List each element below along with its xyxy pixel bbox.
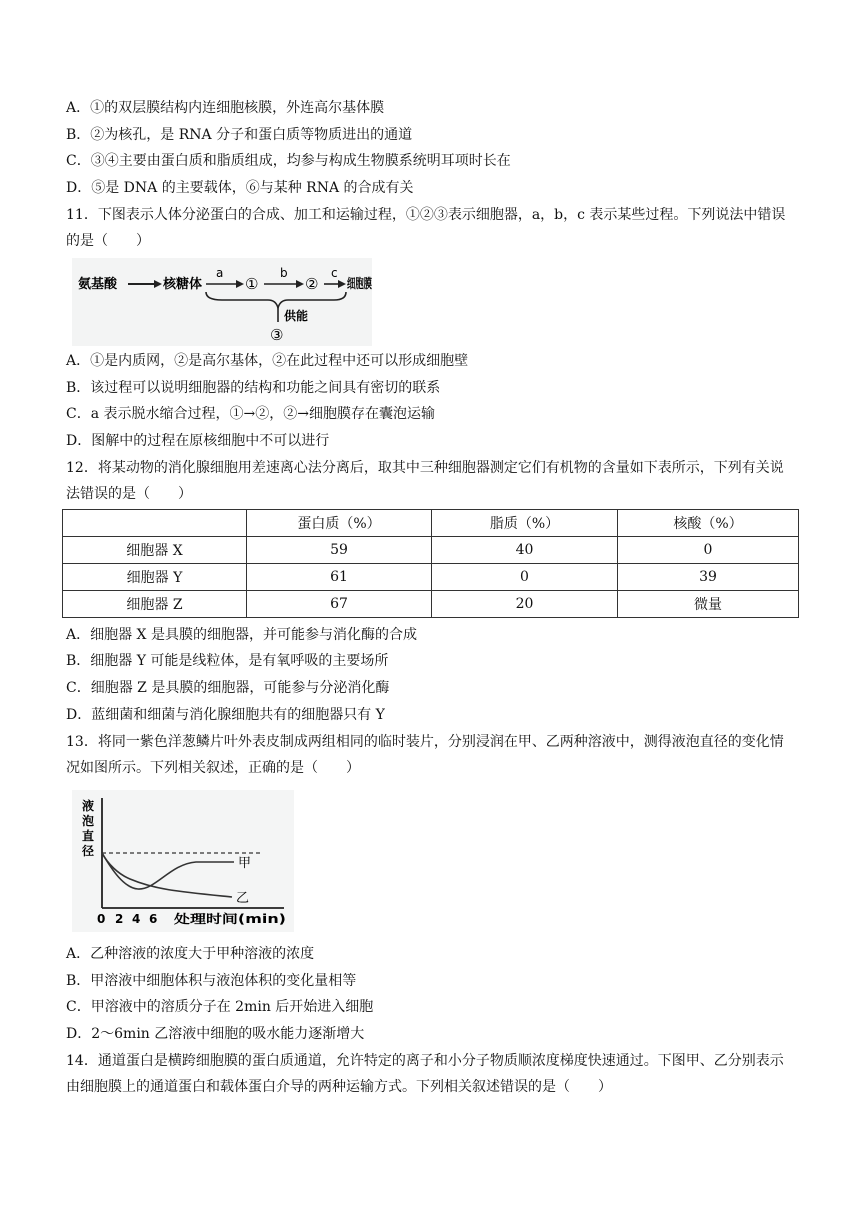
table-cell: 细胞器 X [63, 537, 247, 564]
table-cell: 59 [247, 537, 432, 564]
table-cell: 0 [618, 537, 799, 564]
table-row [63, 537, 799, 564]
q13-option-a: A．乙种溶液的浓度大于甲种溶液的浓度 [66, 946, 315, 962]
series-jia-label: 甲 [238, 856, 252, 871]
q12-option-d: D．蓝细菌和细菌与消化腺细胞共有的细胞器只有 Y [66, 707, 385, 723]
table-row [63, 564, 799, 591]
q12-option-c: C．细胞器 Z 是具膜的细胞器，可能参与分泌消化酶 [66, 680, 390, 696]
q11-option-b: B．该过程可以说明细胞器的结构和功能之间具有密切的联系 [66, 380, 441, 396]
y-axis-label-char: 直 [82, 829, 95, 843]
y-axis-label-char: 径 [82, 844, 95, 858]
q11-label-a: a [216, 266, 224, 280]
q10-option-b: B．②为核孔，是 RNA 分子和蛋白质等物质进出的通道 [66, 127, 413, 143]
table-cell: 微量 [618, 591, 799, 618]
q11-label-supply: 供能 [284, 309, 309, 323]
table-cell: 细胞器 Y [63, 564, 247, 591]
table-cell: 39 [618, 564, 799, 591]
q12-option-a: A．细胞器 X 是具膜的细胞器，并可能参与消化酶的合成 [66, 627, 417, 643]
q11-label-one: ① [245, 275, 259, 293]
q11-label-amino-acid: 氨基酸 [78, 277, 118, 292]
q11-stem: 11．下图表示人体分泌蛋白的合成、加工和运输过程，①②③表示细胞器，a，b，c 表示某些过程。下列说法中错误的是（ ） [66, 207, 786, 249]
q11-label-c: c [331, 266, 338, 280]
y-axis-label-char: 泡 [82, 814, 95, 828]
table-header-cell: 蛋白质（%） [247, 510, 432, 537]
table-header-cell: 脂质（%） [432, 510, 618, 537]
q12-stem: 12．将某动物的消化腺细胞用差速离心法分离后，取其中三种细胞器测定它们有机物的含量如下表所示，下列有关说法错误的是（ ） [66, 460, 784, 502]
table-cell: 细胞器 Z [63, 591, 247, 618]
q14-stem: 14．通道蛋白是横跨细胞膜的蛋白质通道，允许特定的离子和小分子物质顺浓度梯度快速通过。下图甲、乙分别表示由细胞膜上的通道蛋白和载体蛋白介导的两种运输方式。下列相关叙述错误的是（ ） [66, 1053, 784, 1095]
series-yi-label: 乙 [236, 891, 250, 906]
y-axis-label-char: 液 [82, 799, 95, 813]
table-cell: 20 [432, 591, 618, 618]
table-header-row [63, 510, 799, 537]
x-tick-label: 0 [97, 912, 106, 926]
table-cell: 67 [247, 591, 432, 618]
x-tick-label: 6 [149, 912, 158, 926]
q10-option-d: D．⑤是 DNA 的主要载体，⑥与某种 RNA 的合成有关 [66, 180, 414, 196]
table-header-cell [63, 510, 247, 537]
q13-option-b: B．甲溶液中细胞体积与液泡体积的变化量相等 [66, 973, 357, 989]
q11-process-diagram [72, 258, 387, 346]
q11-option-c: C．a 表示脱水缩合过程，①→②，②→细胞膜存在囊泡运输 [66, 406, 435, 422]
organelle-composition-table [62, 509, 799, 618]
q12-option-b: B．细胞器 Y 可能是线粒体，是有氧呼吸的主要场所 [66, 653, 389, 669]
x-tick-label: 4 [132, 912, 141, 926]
q11-label-three: ③ [270, 326, 284, 344]
table-cell: 0 [432, 564, 618, 591]
q11-option-d: D．图解中的过程在原核细胞中不可以进行 [66, 433, 330, 449]
q13-option-d: D．2～6min 乙溶液中细胞的吸水能力逐渐增大 [66, 1026, 365, 1042]
table-row [63, 591, 799, 618]
table-header-cell: 核酸（%） [618, 510, 799, 537]
q11-label-ribosome: 核糖体 [163, 277, 203, 292]
q13-option-c: C．甲溶液中的溶质分子在 2min 后开始进入细胞 [66, 999, 374, 1015]
table-cell: 61 [247, 564, 432, 591]
q13-stem: 13．将同一紫色洋葱鳞片叶外表皮制成两组相同的临时装片，分别浸润在甲、乙两种溶液中，测得液泡直径的变化情况如图所示。下列相关叙述，正确的是（ ） [66, 734, 784, 776]
q13-vacuole-diameter-graph [72, 790, 294, 932]
x-tick-label: 2 [115, 912, 124, 926]
q11-label-b: b [280, 266, 288, 280]
q11-option-a: A．①是内质网，②是高尔基体，②在此过程中还可以形成细胞壁 [66, 353, 469, 369]
q11-label-membrane: 细胞膜 [347, 277, 387, 292]
q10-option-c: C．③④主要由蛋白质和脂质组成，均参与构成生物膜系统明耳项时长在 [66, 153, 511, 169]
x-axis-label: 处理时间(min) [174, 912, 259, 926]
table-cell: 40 [432, 537, 618, 564]
q10-option-a: A．①的双层膜结构内连细胞核膜，外连高尔基体膜 [66, 100, 385, 116]
q11-label-two: ② [305, 275, 319, 293]
